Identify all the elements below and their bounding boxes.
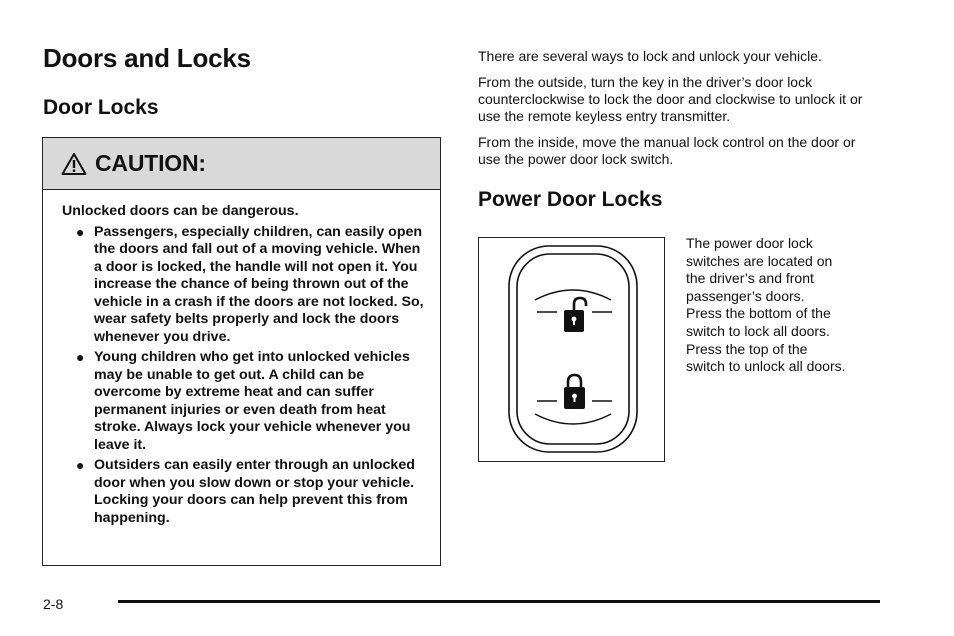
outside-paragraph: From the outside, turn the key in the driver’s door lock counterclockwise to lock the door and clockwise to unlock it or use the remote keyless entry transmitter. xyxy=(478,74,863,124)
caution-title: CAUTION: xyxy=(95,150,206,176)
page-number: 2-8 xyxy=(43,596,64,612)
caption-line: the driver’s and front xyxy=(686,270,814,287)
bullet-dot-icon: ● xyxy=(76,223,85,240)
caution-intro: Unlocked doors can be dangerous. xyxy=(62,203,299,219)
caution-box xyxy=(42,137,441,566)
intro-paragraph: There are several ways to lock and unlock your vehicle. xyxy=(478,48,822,64)
figure-caption xyxy=(686,235,886,376)
power-door-locks-heading: Power Door Locks xyxy=(478,188,663,211)
caption-line: switch to lock all doors. xyxy=(686,322,830,339)
caption-line: switches are located on xyxy=(686,252,833,269)
caution-bullet-text: Young children who get into unlocked vehicles may be unable to get out. A child can be overcome by extreme heat and can suffer permanent injuries or even death from heat stroke. Always lock your vehicle whenever you leave it. xyxy=(94,349,411,453)
footer-rule xyxy=(118,600,880,603)
unlocked-padlock-icon xyxy=(564,298,586,332)
caption-line: The power door lock xyxy=(686,235,813,251)
caption-line: switch to unlock all doors. xyxy=(686,358,846,375)
caution-bullet-list xyxy=(62,224,440,528)
page-title: Doors and Locks xyxy=(43,43,251,73)
warning-triangle-icon xyxy=(61,152,87,176)
power-lock-switch-illustration xyxy=(479,238,663,460)
bullet-dot-icon: ● xyxy=(76,457,85,473)
power-lock-switch-figure xyxy=(478,237,665,462)
caution-bullet xyxy=(62,224,424,347)
caution-bullet-text: Passengers, especially children, can easily open the doors and fall out of a moving vehicle. When a door is locked, the handle will not open it. You increase the chance of being thrown out of the vehicle in a crash if the doors are not locked. So, wear safety belts properly and lock the doors whenever you drive. xyxy=(94,223,424,345)
caption-line: passenger’s doors. xyxy=(686,287,805,304)
caution-body xyxy=(43,190,440,527)
caution-header xyxy=(43,138,440,190)
bullet-dot-icon: ● xyxy=(76,349,85,365)
door-locks-heading: Door Locks xyxy=(43,96,159,119)
caption-line: Press the bottom of the xyxy=(686,305,831,322)
locked-padlock-icon xyxy=(564,375,585,409)
caution-bullet xyxy=(62,457,424,527)
inside-paragraph: From the inside, move the manual lock control on the door or use the power door lock switch. xyxy=(478,134,856,167)
caution-bullet xyxy=(62,349,424,454)
caution-bullet-text: Outsiders can easily enter through an unlocked door when you slow down or stop your vehicle. Locking your doors can help prevent this from happening. xyxy=(94,457,415,526)
caption-line: Press the top of the xyxy=(686,340,808,357)
